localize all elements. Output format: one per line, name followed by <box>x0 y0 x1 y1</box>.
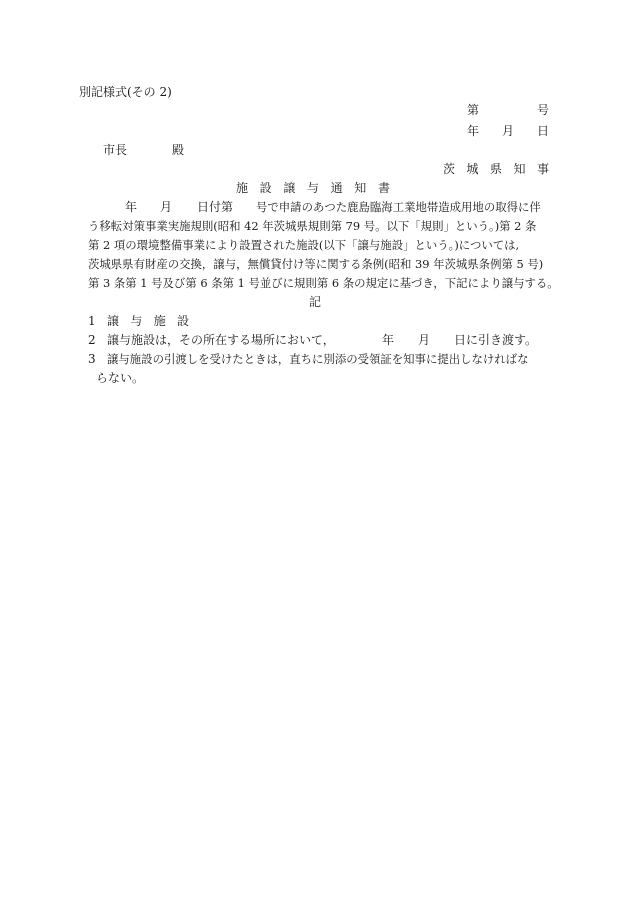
document-number-line <box>467 102 549 118</box>
body-line-3: 第 2 項の環境整備事業により設置された施設(以下「譲与施設」という。)については, <box>88 238 520 252</box>
title-char: 知 <box>354 181 367 195</box>
item-2-tail: 日に引き渡す。 <box>454 333 538 347</box>
issuer-char: 知 <box>513 162 526 176</box>
item-3-line-2: らない。 <box>96 371 145 385</box>
date-month: 月 <box>501 124 514 138</box>
document-title <box>236 180 390 196</box>
date-year: 年 <box>467 124 480 138</box>
issuer-line <box>443 161 549 177</box>
title-char: 譲 <box>283 181 296 195</box>
issuer-char: 城 <box>466 162 479 176</box>
title-char: 書 <box>377 181 390 195</box>
item-1-char: 与 <box>130 314 143 328</box>
item-2-text: 譲与施設は，その所在する場所において， <box>107 333 335 347</box>
body-line-2: う移転対策事業実施規則(昭和 42 年茨城県規則第 79 号。以下「規則」という。)第 2 条 <box>88 219 537 233</box>
body-day: 日付第 <box>197 200 234 214</box>
issuer-char: 県 <box>489 162 502 176</box>
addressee-mayor: 市長 <box>103 143 128 157</box>
item-2-month: 月 <box>418 333 431 347</box>
item-1-char: 譲 <box>107 314 120 328</box>
number-prefix: 第 <box>467 103 480 117</box>
title-char: 通 <box>330 181 343 195</box>
item-3-line-1: 譲与施設の引渡しを受けたときは，直ちに別添の受領証を知事に提出しなければな <box>107 352 529 366</box>
item-1-text <box>107 313 189 329</box>
addressee-honorific: 殿 <box>172 143 185 157</box>
body-year: 年 <box>125 200 138 214</box>
body-line-1: 号で申請のあつた鹿島臨海工業地帯造成用地の取得に伴 <box>256 200 541 214</box>
document-date-line <box>467 123 549 139</box>
item-1-char: 施 <box>153 314 166 328</box>
item-2-number: 2 <box>88 333 96 347</box>
body-line-5: 第 3 条第 1 号及び第 6 条第 1 号並びに規則第 6 条の規定に基づき，下記により譲与する。 <box>88 276 559 290</box>
title-char: 設 <box>259 181 272 195</box>
issuer-char: 茨 <box>443 162 456 176</box>
number-suffix: 号 <box>536 103 549 117</box>
date-day: 日 <box>536 124 549 138</box>
item-1-number: 1 <box>88 314 96 328</box>
title-char: 与 <box>306 181 319 195</box>
body-line-4: 茨城県県有財産の交換，譲与，無償貸付け等に関する条例(昭和 39 年茨城県条例第 5 号) <box>88 257 544 271</box>
form-label: 別記様式(その 2) <box>79 85 172 99</box>
issuer-char: 事 <box>536 162 549 176</box>
item-1-char: 設 <box>176 314 189 328</box>
ki-heading: 記 <box>309 295 322 309</box>
item-2-year: 年 <box>382 333 395 347</box>
title-char: 施 <box>236 181 249 195</box>
body-month: 月 <box>160 200 173 214</box>
item-3-number: 3 <box>88 352 96 366</box>
